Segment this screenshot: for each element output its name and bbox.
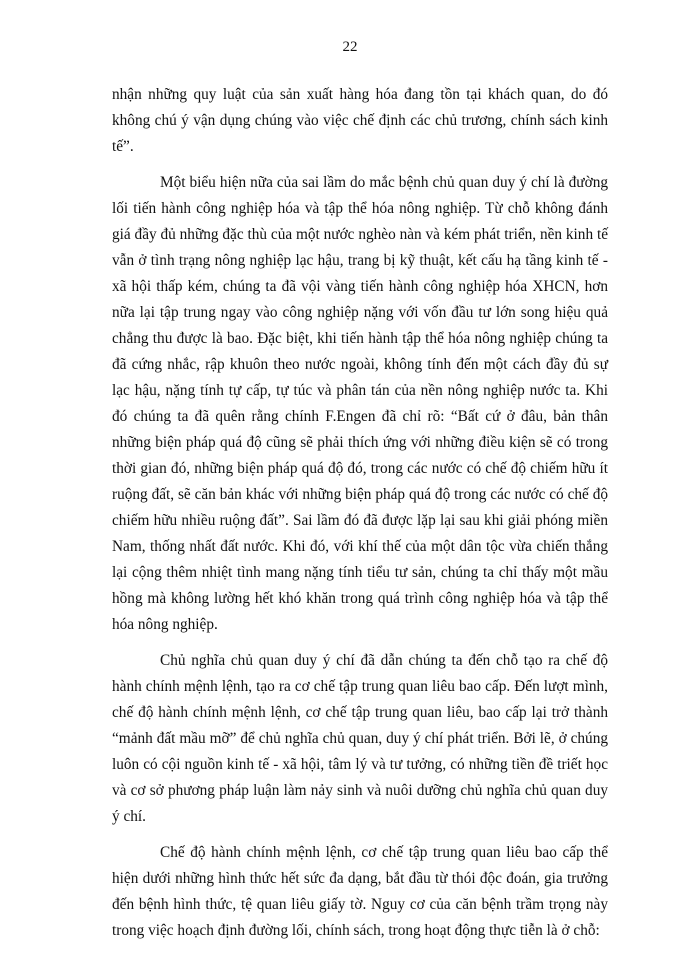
paragraph-industrialization: Một biểu hiện nữa của sai lầm do mắc bệnh chủ quan duy ý chí là đường lối tiến hành công nghiệp hóa và tập thể hóa nông nghiệp. Từ chỗ không đánh giá đầy đủ những đặc thù của một nước nghèo nàn và kém phát triển, nền kinh tế vẫn ở tình trạng nông nghiệp lạc hậu, trang bị kỹ thuật, kết cấu hạ tầng kinh tế - xã hội thấp kém, chúng ta đã vội vàng tiến hành công nghiệp hóa XHCN, hơn nữa lại tập trung ngay vào công nghiệp nặng với vốn đầu tư lớn song hiệu quả chẳng thu được là bao. Đặc biệt, khi tiến hành tập thể hóa nông nghiệp chúng ta đã cứng nhắc, rập khuôn theo nước ngoài, không tính đến một cách đầy đủ sự lạc hậu, nặng tính tự cấp, tự túc và phân tán của nền nông nghiệp nước ta. Khi đó chúng ta đã quên rằng chính F.Engen đã chỉ rõ: “Bất cứ ở đâu, bản thân những biện pháp quá độ cũng sẽ phải thích ứng với những điều kiện sẽ có trong thời gian đó, những biện pháp quá độ đó, trong các nước có chế độ chiếm hữu ít ruộng đất, sẽ căn bản khác với những biện pháp quá độ trong các nước có chế độ chiếm hữu nhiều ruộng đất”. Sai lầm đó đã được lặp lại sau khi giải phóng miền Nam, thống nhất đất nước. Khi đó, với khí thế của một dân tộc vừa chiến thắng lại cộng thêm nhiệt tình mang nặng tính tiểu tư sản, chúng ta chỉ thấy một mầu hồng mà không lường hết khó khăn trong quá trình công nghiệp hóa và tập thể hóa nông nghiệp. (112, 174, 608, 633)
paragraph-administrative-regime: Chủ nghĩa chủ quan duy ý chí đã dẫn chúng ta đến chỗ tạo ra chế độ hành chính mệnh lệnh, tạo ra cơ chế tập trung quan liêu bao cấp. Đến lượt mình, chế độ hành chính mệnh lệnh, cơ chế tập trung quan liêu, bao cấp lại trở thành “mảnh đất mầu mỡ” để chủ nghĩa chủ quan, duy ý chí phát triển. Bởi lẽ, ở chúng luôn có cội nguồn kinh tế - xã hội, tâm lý và tư tưởng, có những tiền đề triết học và cơ sở phương pháp luận làm nảy sinh và nuôi dưỡng chủ nghĩa chủ quan duy ý chí. (112, 652, 608, 825)
paragraph-bureaucracy: Chế độ hành chính mệnh lệnh, cơ chế tập trung quan liêu bao cấp thể hiện dưới những hình thức hết sức đa dạng, bắt đầu từ thói độc đoán, gia trưởng đến bệnh hình thức, tệ quan liêu giấy tờ. Nguy cơ của căn bệnh trầm trọng này trong việc hoạch định đường lối, chính sách, trong hoạt động thực tiễn là ở chỗ: (112, 844, 608, 939)
paragraph-continuation: nhận những quy luật của sản xuất hàng hóa đang tồn tại khách quan, do đó không chú ý vận dụng chúng vào việc chế định các chủ trương, chính sách kinh tế”. (112, 86, 608, 155)
page-number: 22 (342, 39, 358, 55)
body-text (112, 82, 608, 954)
